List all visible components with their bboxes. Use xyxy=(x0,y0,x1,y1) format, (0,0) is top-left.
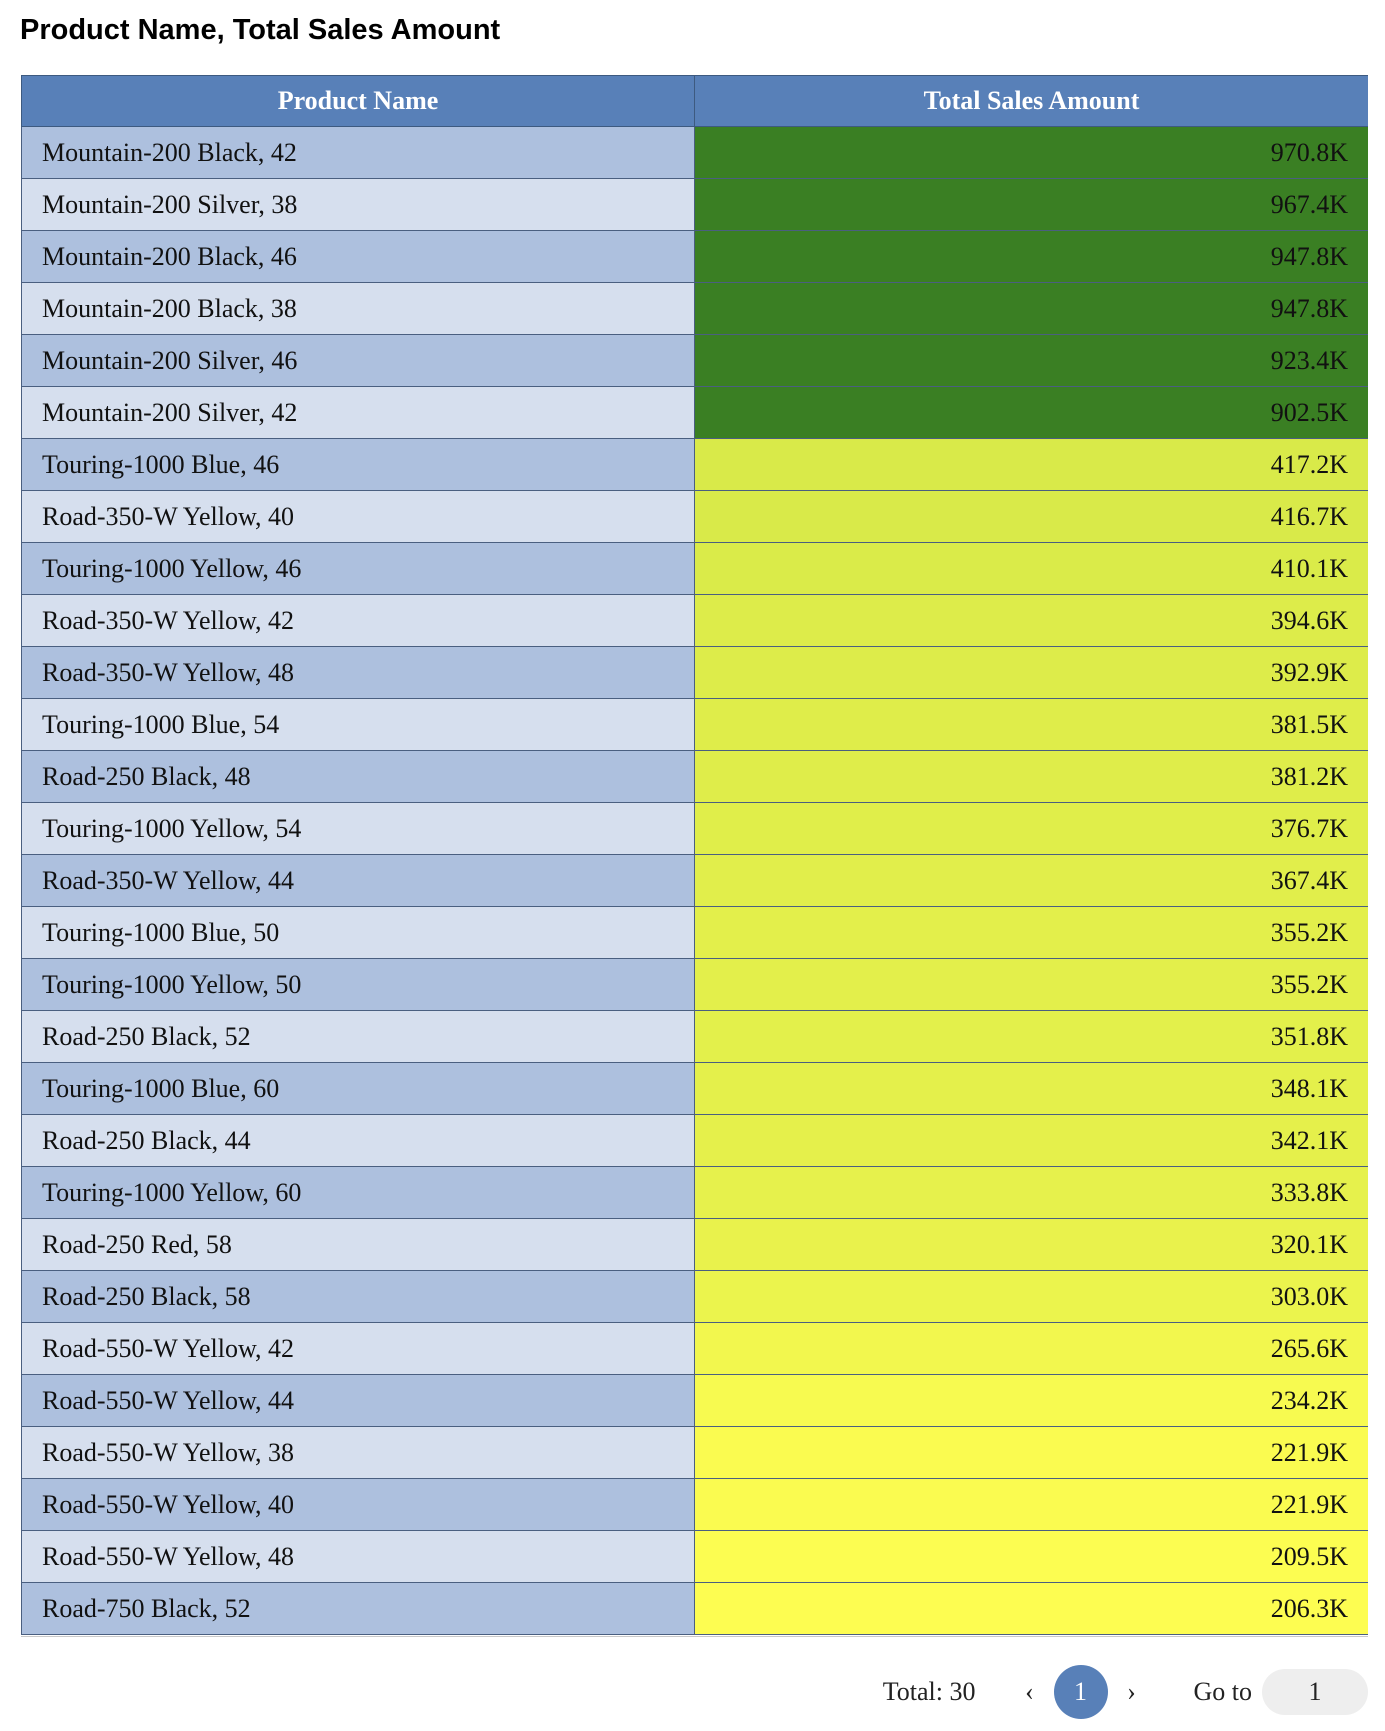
total-sales-amount-cell: 394.6K xyxy=(695,595,1369,647)
product-name-cell: Road-350-W Yellow, 40 xyxy=(22,491,695,543)
table-row[interactable] xyxy=(22,1271,1369,1323)
table-body xyxy=(22,127,1369,1635)
product-name-cell: Road-250 Red, 58 xyxy=(22,1219,695,1271)
product-name-cell: Road-350-W Yellow, 42 xyxy=(22,595,695,647)
table-row[interactable] xyxy=(22,387,1369,439)
product-name-cell: Road-750 Black, 52 xyxy=(22,1583,695,1635)
product-name-cell: Touring-1000 Blue, 50 xyxy=(22,907,695,959)
total-sales-amount-cell: 303.0K xyxy=(695,1271,1369,1323)
total-sales-amount-cell: 947.8K xyxy=(695,283,1369,335)
total-sales-amount-cell: 376.7K xyxy=(695,803,1369,855)
total-sales-amount-cell: 333.8K xyxy=(695,1167,1369,1219)
total-sales-amount-cell: 355.2K xyxy=(695,959,1369,1011)
total-sales-amount-cell: 348.1K xyxy=(695,1063,1369,1115)
table-row[interactable] xyxy=(22,855,1369,907)
chevron-right-icon[interactable]: › xyxy=(1127,1677,1136,1706)
table-row[interactable] xyxy=(22,283,1369,335)
product-name-cell: Mountain-200 Black, 38 xyxy=(22,283,695,335)
product-name-cell: Road-250 Black, 52 xyxy=(22,1011,695,1063)
table-row[interactable] xyxy=(22,1479,1369,1531)
table-row[interactable] xyxy=(22,803,1369,855)
total-sales-amount-cell: 417.2K xyxy=(695,439,1369,491)
total-sales-amount-cell: 265.6K xyxy=(695,1323,1369,1375)
chevron-left-icon[interactable]: ‹ xyxy=(1025,1677,1034,1706)
table-row[interactable] xyxy=(22,1063,1369,1115)
product-name-cell: Road-250 Black, 48 xyxy=(22,751,695,803)
table-row[interactable] xyxy=(22,595,1369,647)
total-count: Total: 30 xyxy=(882,1677,976,1706)
product-name-cell: Touring-1000 Yellow, 54 xyxy=(22,803,695,855)
total-sales-amount-cell: 967.4K xyxy=(695,179,1369,231)
product-name-cell: Mountain-200 Black, 46 xyxy=(22,231,695,283)
total-sales-amount-cell: 234.2K xyxy=(695,1375,1369,1427)
product-name-cell: Road-550-W Yellow, 42 xyxy=(22,1323,695,1375)
table-row[interactable] xyxy=(22,1167,1369,1219)
table-row[interactable] xyxy=(22,1115,1369,1167)
total-sales-amount-cell: 355.2K xyxy=(695,907,1369,959)
table-row[interactable] xyxy=(22,959,1369,1011)
table-row[interactable] xyxy=(22,1583,1369,1635)
product-name-cell: Touring-1000 Yellow, 50 xyxy=(22,959,695,1011)
product-name-cell: Touring-1000 Yellow, 60 xyxy=(22,1167,695,1219)
product-name-cell: Mountain-200 Black, 42 xyxy=(22,127,695,179)
goto-page-input[interactable] xyxy=(1262,1669,1368,1715)
product-name-cell: Road-250 Black, 44 xyxy=(22,1115,695,1167)
total-sales-amount-cell: 381.5K xyxy=(695,699,1369,751)
table-row[interactable] xyxy=(22,1375,1369,1427)
total-sales-amount-cell: 381.2K xyxy=(695,751,1369,803)
total-sales-amount-cell: 923.4K xyxy=(695,335,1369,387)
table-row[interactable] xyxy=(22,907,1369,959)
column-header-total-sales-amount[interactable]: Total Sales Amount xyxy=(695,76,1369,127)
product-name-cell: Touring-1000 Blue, 60 xyxy=(22,1063,695,1115)
total-sales-amount-cell: 342.1K xyxy=(695,1115,1369,1167)
product-name-cell: Road-550-W Yellow, 48 xyxy=(22,1531,695,1583)
data-table xyxy=(21,75,1368,1635)
product-name-cell: Road-350-W Yellow, 44 xyxy=(22,855,695,907)
table-row[interactable] xyxy=(22,1011,1369,1063)
column-header-product-name[interactable]: Product Name xyxy=(22,76,695,127)
table-row[interactable] xyxy=(22,647,1369,699)
total-sales-amount-cell: 209.5K xyxy=(695,1531,1369,1583)
total-sales-amount-cell: 351.8K xyxy=(695,1011,1369,1063)
table-row[interactable] xyxy=(22,231,1369,283)
total-sales-amount-cell: 416.7K xyxy=(695,491,1369,543)
product-name-cell: Mountain-200 Silver, 38 xyxy=(22,179,695,231)
total-sales-amount-cell: 902.5K xyxy=(695,387,1369,439)
product-name-cell: Road-550-W Yellow, 38 xyxy=(22,1427,695,1479)
table-header-row xyxy=(22,76,1369,127)
table-row[interactable] xyxy=(22,491,1369,543)
table-row[interactable] xyxy=(22,127,1369,179)
total-sales-amount-cell: 392.9K xyxy=(695,647,1369,699)
total-sales-amount-cell: 221.9K xyxy=(695,1479,1369,1531)
product-name-cell: Touring-1000 Blue, 54 xyxy=(22,699,695,751)
table-row[interactable] xyxy=(22,1427,1369,1479)
product-name-cell: Touring-1000 Yellow, 46 xyxy=(22,543,695,595)
total-sales-amount-cell: 410.1K xyxy=(695,543,1369,595)
product-name-cell: Touring-1000 Blue, 46 xyxy=(22,439,695,491)
goto-label: Go to xyxy=(1193,1677,1252,1706)
table-row[interactable] xyxy=(22,543,1369,595)
total-sales-amount-cell: 970.8K xyxy=(695,127,1369,179)
table-row[interactable] xyxy=(22,1219,1369,1271)
total-sales-amount-cell: 320.1K xyxy=(695,1219,1369,1271)
table-row[interactable] xyxy=(22,699,1369,751)
page-button-current[interactable]: 1 xyxy=(1054,1665,1108,1719)
product-name-cell: Road-350-W Yellow, 48 xyxy=(22,647,695,699)
total-sales-amount-cell: 367.4K xyxy=(695,855,1369,907)
product-name-cell: Mountain-200 Silver, 46 xyxy=(22,335,695,387)
product-name-cell: Road-550-W Yellow, 40 xyxy=(22,1479,695,1531)
table-row[interactable] xyxy=(22,1323,1369,1375)
total-sales-amount-cell: 206.3K xyxy=(695,1583,1369,1635)
product-name-cell: Road-250 Black, 58 xyxy=(22,1271,695,1323)
product-name-cell: Mountain-200 Silver, 42 xyxy=(22,387,695,439)
total-sales-amount-cell: 947.8K xyxy=(695,231,1369,283)
table-row[interactable] xyxy=(22,179,1369,231)
data-table-container[interactable] xyxy=(21,75,1368,1637)
table-row[interactable] xyxy=(22,751,1369,803)
product-name-cell: Road-550-W Yellow, 44 xyxy=(22,1375,695,1427)
total-sales-amount-cell: 221.9K xyxy=(695,1427,1369,1479)
chart-title: Product Name, Total Sales Amount xyxy=(20,14,501,46)
table-row[interactable] xyxy=(22,439,1369,491)
pagination xyxy=(883,1667,1368,1717)
table-row[interactable] xyxy=(22,335,1369,387)
table-row[interactable] xyxy=(22,1531,1369,1583)
